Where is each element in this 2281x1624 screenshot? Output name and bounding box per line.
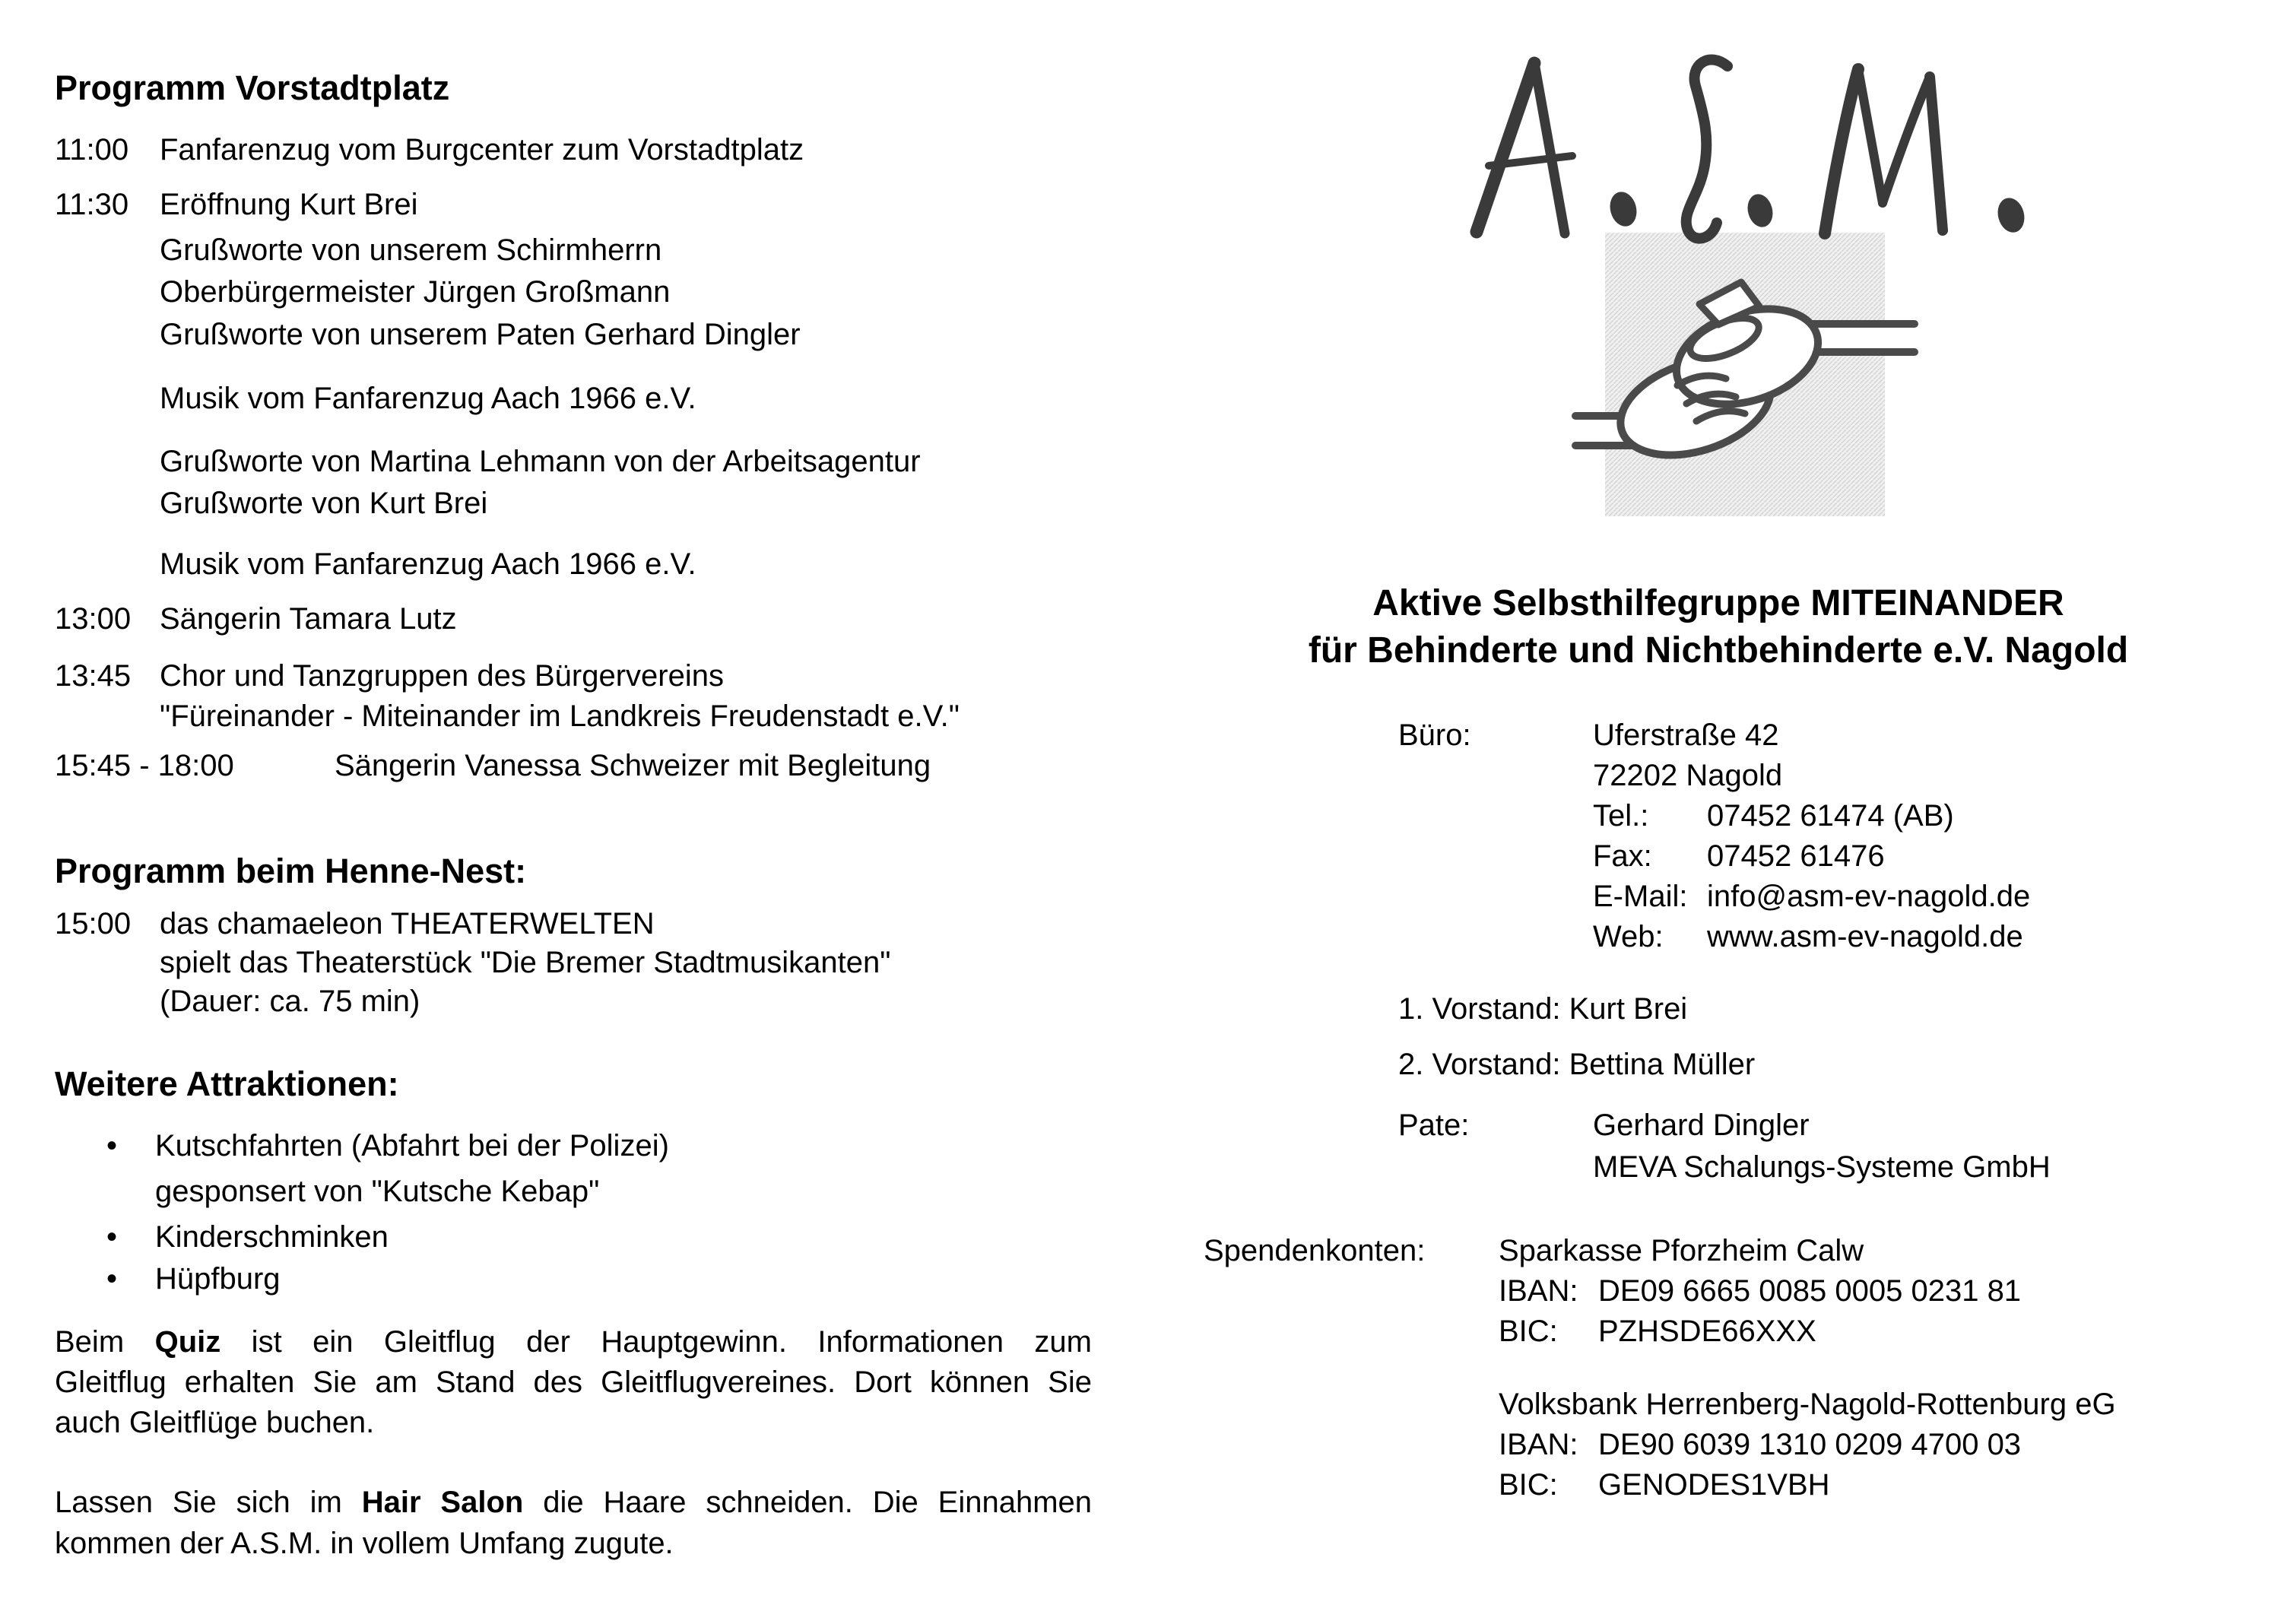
heading-programm-vorstadtplatz: Programm Vorstadtplatz	[55, 68, 450, 107]
schedule-text: (Dauer: ca. 75 min)	[160, 985, 420, 1018]
hairsalon-bold: Hair Salon	[361, 1486, 524, 1519]
bank1-bic: PZHSDE66XXX	[1598, 1315, 1816, 1348]
bullet-icon: •	[106, 1129, 118, 1162]
hairsalon-text: die Haare schneiden. Die Einnahmen	[523, 1486, 1092, 1519]
fax-value: 07452 61476	[1707, 839, 1885, 873]
schedule-text: Oberbürgermeister Jürgen Großmann	[160, 275, 671, 309]
bank2-name: Volksbank Herrenberg-Nagold-Rottenburg eG	[1499, 1388, 2116, 1421]
association-title-line2: für Behinderte und Nichtbehinderte e.V. Nagold	[1308, 630, 2129, 671]
bank2-iban: DE90 6039 1310 0209 4700 03	[1598, 1428, 2022, 1461]
office-city: 72202 Nagold	[1593, 759, 1783, 792]
schedule-text: Grußworte von Martina Lehmann von der Arbeitsagentur	[160, 445, 921, 478]
donations-label: Spendenkonten:	[1204, 1234, 1426, 1267]
tel-value: 07452 61474 (AB)	[1707, 799, 1954, 833]
bank1-bic-label: BIC:	[1499, 1315, 1558, 1348]
bullet-item: Hüpfburg	[155, 1262, 281, 1296]
schedule-text: Grußworte von unserem Paten Gerhard Dingler	[160, 318, 801, 351]
bank2-bic: GENODES1VBH	[1598, 1468, 1830, 1502]
schedule-text: Fanfarenzug vom Burgcenter zum Vorstadtplatz	[160, 133, 804, 167]
bullet-item: Kinderschminken	[155, 1220, 389, 1254]
office-label: Büro:	[1398, 718, 1471, 752]
hairsalon-paragraph-line2: kommen der A.S.M. in vollem Umfang zugute.	[55, 1527, 674, 1560]
bank1-iban-label: IBAN:	[1499, 1274, 1578, 1308]
schedule-text: Chor und Tanzgruppen des Bürgervereins	[160, 659, 724, 693]
association-title	[1186, 580, 2251, 674]
vorstand2-line: 2. Vorstand: Bettina Müller	[1398, 1048, 1756, 1081]
schedule-text: das chamaeleon THEATERWELTEN	[160, 907, 655, 940]
web-label: Web:	[1593, 920, 1664, 953]
quiz-paragraph-line2: Gleitflug erhalten Sie am Stand des Gleitflugvereines. Dort können Sie	[55, 1365, 1092, 1399]
schedule-text: Grußworte von Kurt Brei	[160, 487, 488, 520]
bullet-icon: •	[106, 1262, 118, 1296]
quiz-text: ist ein Gleitflug der Hauptgewinn. Informationen zum	[220, 1325, 1092, 1359]
quiz-bold: Quiz	[154, 1325, 221, 1359]
asm-logo	[1445, 42, 2068, 525]
schedule-text: Eröffnung Kurt Brei	[160, 188, 418, 221]
asm-letter-dots	[1607, 189, 2029, 235]
bullet-icon: •	[106, 1220, 118, 1254]
schedule-time: 15:45 - 18:00	[55, 749, 234, 782]
asm-letters	[1477, 60, 1943, 239]
hairsalon-paragraph-line1	[55, 1483, 1092, 1522]
schedule-text: spielt das Theaterstück "Die Bremer Stadtmusikanten"	[160, 946, 891, 979]
schedule-time: 13:45	[55, 659, 132, 693]
schedule-time: 11:30	[55, 188, 129, 221]
web-value: www.asm-ev-nagold.de	[1707, 920, 2023, 953]
bank1-iban: DE09 6665 0085 0005 0231 81	[1598, 1274, 2022, 1308]
quiz-paragraph-line3: auch Gleitflüge buchen.	[55, 1406, 375, 1439]
tel-label: Tel.:	[1593, 799, 1649, 833]
association-title-line1: Aktive Selbsthilfegruppe MITEINANDER	[1372, 583, 2064, 623]
email-label: E-Mail:	[1593, 880, 1688, 913]
bullet-item: Kutschfahrten (Abfahrt bei der Polizei)	[155, 1129, 669, 1162]
heading-henne-nest: Programm beim Henne-Nest:	[55, 852, 527, 890]
schedule-text: Grußworte von unserem Schirmherrn	[160, 233, 662, 267]
schedule-text: "Füreinander - Miteinander im Landkreis Freudenstadt e.V."	[160, 699, 960, 733]
schedule-text: Musik vom Fanfarenzug Aach 1966 e.V.	[160, 382, 696, 415]
pate-company: MEVA Schalungs-Systeme GmbH	[1593, 1150, 2051, 1184]
schedule-text: Sängerin Vanessa Schweizer mit Begleitung	[335, 749, 931, 782]
vorstand1-line: 1. Vorstand: Kurt Brei	[1398, 992, 1688, 1026]
bank1-name: Sparkasse Pforzheim Calw	[1499, 1234, 1864, 1267]
quiz-paragraph-line1	[55, 1322, 1092, 1362]
office-street: Uferstraße 42	[1593, 718, 1779, 752]
fax-label: Fax:	[1593, 839, 1652, 873]
schedule-time: 15:00	[55, 907, 132, 940]
hairsalon-text: Lassen Sie sich im	[55, 1486, 362, 1519]
schedule-text: Sängerin Tamara Lutz	[160, 602, 457, 636]
schedule-time: 13:00	[55, 602, 132, 636]
bullet-item-continuation: gesponsert von "Kutsche Kebap"	[155, 1175, 600, 1208]
heading-weitere-attraktionen: Weitere Attraktionen:	[55, 1064, 399, 1103]
bank2-bic-label: BIC:	[1499, 1468, 1558, 1502]
schedule-time: 11:00	[55, 133, 129, 167]
quiz-text: Beim	[55, 1325, 155, 1359]
pate-label: Pate:	[1398, 1109, 1470, 1142]
bank2-iban-label: IBAN:	[1499, 1428, 1578, 1461]
schedule-text: Musik vom Fanfarenzug Aach 1966 e.V.	[160, 547, 696, 581]
email-value: info@asm-ev-nagold.de	[1707, 880, 2031, 913]
pate-name: Gerhard Dingler	[1593, 1109, 1810, 1142]
